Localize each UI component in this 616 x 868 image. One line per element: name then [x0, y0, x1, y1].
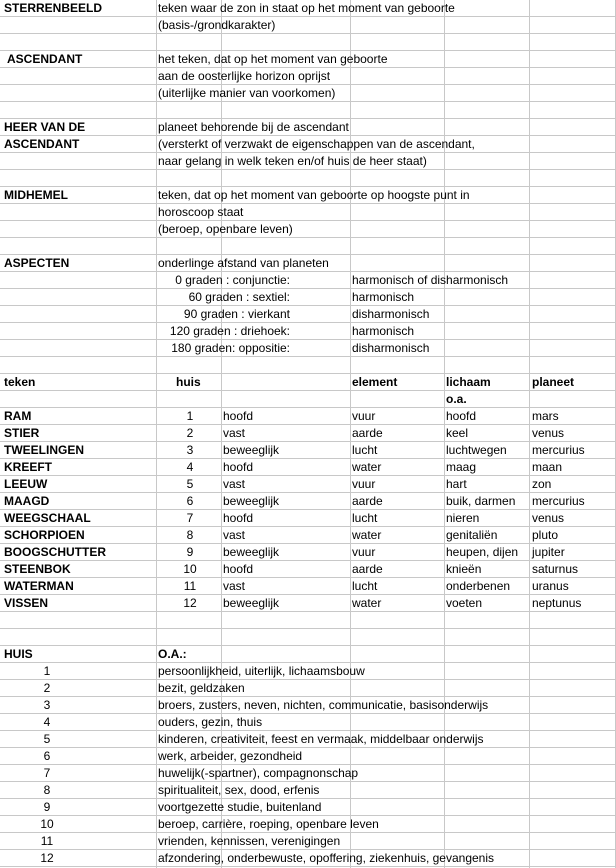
sign-planet: neptunus [532, 596, 582, 610]
house-description: vrienden, kennissen, verenigingen [158, 834, 341, 848]
sign-name: MAAGD [4, 494, 50, 508]
house-number: 7 [43, 766, 51, 780]
sign-quality: vast [223, 477, 246, 491]
sign-body: maag [446, 460, 477, 474]
house-number: 11 [40, 834, 54, 848]
sign-name: WATERMAN [4, 579, 74, 593]
sign-body: hart [446, 477, 467, 491]
sign-house: 8 [186, 528, 194, 542]
house-description: werk, arbeider, gezondheid [158, 749, 303, 763]
sign-house: 10 [183, 562, 197, 576]
house-description: spiritualiteit, sex, dood, erfenis [158, 783, 320, 797]
aspect-degrees: 180 graden: oppositie: [171, 341, 290, 355]
house-description: broers, zusters, neven, nichten, communicatie, basisonderwijs [158, 698, 489, 712]
sign-name: KREEFT [4, 460, 52, 474]
houses-header-oa: O.A.: [158, 647, 187, 661]
sign-planet: zon [532, 477, 552, 491]
aspect-kind: harmonisch of disharmonisch [352, 273, 509, 287]
sign-body: keel [446, 426, 469, 440]
sign-element: lucht [352, 511, 378, 525]
house-number: 10 [40, 817, 54, 831]
sign-element: vuur [352, 545, 376, 559]
sterrenbeeld-label: STERRENBEELD [4, 1, 103, 15]
sign-name: TWEELINGEN [4, 443, 84, 457]
houses-header-huis: HUIS [4, 647, 33, 661]
heer-line-3: naar gelang in welk teken en/of huis de heer staat) [158, 154, 427, 168]
sign-body: hoofd [446, 409, 477, 423]
sign-planet: pluto [532, 528, 559, 542]
house-number: 4 [43, 715, 51, 729]
sign-planet: saturnus [532, 562, 579, 576]
sign-planet: mars [532, 409, 559, 423]
house-description: afzondering, onderbewuste, opoffering, ziekenhuis, gevangenis [158, 851, 495, 865]
sign-house: 11 [183, 579, 197, 593]
sign-name: RAM [4, 409, 32, 423]
sign-quality: hoofd [223, 511, 254, 525]
sign-house: 3 [186, 443, 194, 457]
aspecten-label: ASPECTEN [4, 256, 70, 270]
sign-quality: hoofd [223, 460, 254, 474]
aspect-degrees: 0 graden : conjunctie: [175, 273, 290, 287]
sign-element: water [352, 528, 382, 542]
house-description: ouders, gezin, thuis [158, 715, 263, 729]
sign-name: WEEGSCHAAL [4, 511, 91, 525]
aspect-degrees: 60 graden : sextiel: [188, 290, 290, 304]
sterrenbeeld-line-2: (basis-/grondkarakter) [158, 18, 276, 32]
house-description: bezit, geldzaken [158, 681, 245, 695]
house-number: 2 [43, 681, 51, 695]
sign-house: 4 [186, 460, 194, 474]
sign-name: VISSEN [4, 596, 49, 610]
sign-body: onderbenen [446, 579, 511, 593]
sign-body: heupen, dijen [446, 545, 519, 559]
sign-quality: beweeglijk [223, 494, 280, 508]
sign-body: buik, darmen [446, 494, 516, 508]
signs-header-teken: teken [4, 375, 36, 389]
sign-house: 1 [186, 409, 194, 423]
sign-quality: beweeglijk [223, 443, 280, 457]
midhemel-label: MIDHEMEL [4, 188, 68, 202]
signs-header-planeet: planeet [532, 375, 575, 389]
sign-element: water [352, 460, 382, 474]
sign-house: 6 [186, 494, 194, 508]
aspecten-intro: onderlinge afstand van planeten [158, 256, 329, 270]
house-description: beroep, carrière, roeping, openbare leven [158, 817, 379, 831]
sign-element: aarde [352, 426, 383, 440]
heer-label-1: HEER VAN DE [4, 120, 86, 134]
aspect-degrees: 120 graden : driehoek: [169, 324, 290, 338]
sign-house: 12 [183, 596, 197, 610]
aspect-kind: harmonisch [352, 290, 415, 304]
ascendant-line-2: aan de oosterlijke horizon oprijst [158, 69, 331, 83]
house-number: 12 [40, 851, 54, 865]
signs-header-huis: huis [176, 375, 201, 389]
signs-header-lichaam-oa: o.a. [446, 392, 467, 406]
midhemel-line-2: horoscoop staat [158, 205, 244, 219]
aspect-degrees: 90 graden : vierkant [183, 307, 290, 321]
sign-name: STIER [4, 426, 40, 440]
house-number: 1 [43, 664, 51, 678]
sign-house: 2 [186, 426, 194, 440]
sign-quality: vast [223, 528, 246, 542]
aspect-kind: harmonisch [352, 324, 415, 338]
sign-quality: vast [223, 426, 246, 440]
ascendant-label: ASCENDANT [7, 52, 83, 66]
midhemel-line-1: teken, dat op het moment van geboorte op hoogste punt in [158, 188, 470, 202]
sign-quality: hoofd [223, 409, 254, 423]
sign-quality: hoofd [223, 562, 254, 576]
ascendant-line-3: (uiterlijke manier van voorkomen) [158, 86, 336, 100]
sign-planet: venus [532, 511, 565, 525]
sign-element: lucht [352, 579, 378, 593]
sign-house: 5 [186, 477, 194, 491]
sign-planet: mercurius [532, 494, 585, 508]
aspect-kind: disharmonisch [352, 307, 430, 321]
sign-name: LEEUW [4, 477, 48, 491]
heer-line-2: (versterkt of verzwakt de eigenschappen van de ascendant, [158, 137, 475, 151]
sign-body: knieën [446, 562, 482, 576]
sign-planet: jupiter [532, 545, 565, 559]
sign-planet: maan [532, 460, 563, 474]
sign-element: vuur [352, 409, 376, 423]
aspect-kind: disharmonisch [352, 341, 430, 355]
house-description: persoonlijkheid, uiterlijk, lichaamsbouw [158, 664, 365, 678]
house-number: 9 [43, 800, 51, 814]
sign-name: BOOGSCHUTTER [4, 545, 106, 559]
house-number: 6 [43, 749, 51, 763]
sign-element: aarde [352, 494, 383, 508]
sign-house: 9 [186, 545, 194, 559]
sign-house: 7 [186, 511, 194, 525]
sign-element: lucht [352, 443, 378, 457]
heer-line-1: planeet behorende bij de ascendant [158, 120, 349, 134]
house-number: 5 [43, 732, 51, 746]
sign-planet: uranus [532, 579, 569, 593]
signs-header-element: element [352, 375, 398, 389]
sign-planet: venus [532, 426, 565, 440]
grid-row-line [0, 628, 616, 629]
sign-body: luchtwegen [446, 443, 507, 457]
sterrenbeeld-line-1: teken waar de zon in staat op het moment van geboorte [158, 1, 455, 15]
sign-element: water [352, 596, 382, 610]
sign-body: voeten [446, 596, 483, 610]
signs-header-lichaam: lichaam [446, 375, 491, 389]
sign-body: genitaliën [446, 528, 498, 542]
sign-quality: vast [223, 579, 246, 593]
sign-planet: mercurius [532, 443, 585, 457]
sign-name: STEENBOK [4, 562, 71, 576]
house-description: voortgezette studie, buitenland [158, 800, 322, 814]
house-description: huwelijk(-spartner), compagnonschap [158, 766, 359, 780]
sign-element: aarde [352, 562, 383, 576]
house-number: 3 [43, 698, 51, 712]
house-number: 8 [43, 783, 51, 797]
sign-name: SCHORPIOEN [4, 528, 85, 542]
midhemel-line-3: (beroep, openbare leven) [158, 222, 293, 236]
sign-quality: beweeglijk [223, 545, 280, 559]
ascendant-line-1: het teken, dat op het moment van geboorte [158, 52, 388, 66]
sign-quality: beweeglijk [223, 596, 280, 610]
sign-body: nieren [446, 511, 480, 525]
heer-label-2: ASCENDANT [4, 137, 80, 151]
house-description: kinderen, creativiteit, feest en vermaak, middelbaar onderwijs [158, 732, 484, 746]
sign-element: vuur [352, 477, 376, 491]
